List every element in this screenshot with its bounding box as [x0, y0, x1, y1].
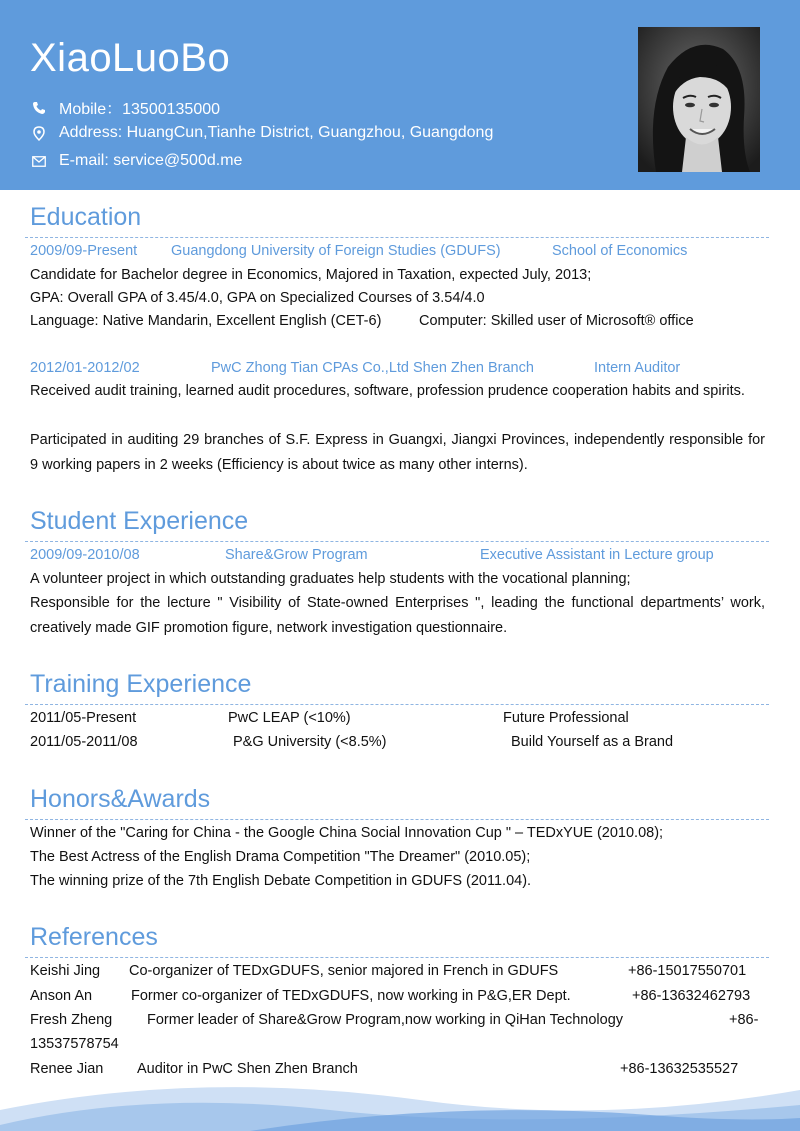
references-heading: References: [30, 923, 158, 951]
reference-name: Keishi Jing: [30, 963, 101, 979]
training-heading: Training Experience: [30, 670, 252, 698]
internship-paragraph-2: Participated in auditing 29 branches of S.F. Express in Guangxi, Jiangxi Provinces, independently responsible for 9 working papers in 2 weeks (Efficiency is about twice as many other interns).: [30, 432, 765, 473]
training-date: 2011/05-2011/08: [30, 734, 138, 750]
education-department: School of Economics: [552, 243, 688, 259]
email-text: E-mail: service@500d.me: [59, 152, 243, 169]
candidate-name: XiaoLuoBo: [30, 36, 231, 80]
training-program: PwC LEAP (<10%): [228, 710, 351, 726]
reference-description: Former co-organizer of TEDxGDUFS, now working in P&G,ER Dept.: [131, 988, 571, 1004]
section-divider: [25, 541, 769, 542]
phone-icon: [30, 99, 48, 117]
reference-phone: +86-13632462793: [632, 988, 751, 1004]
honor-item: The Best Actress of the English Drama Competition "The Dreamer" (2010.05);: [30, 849, 531, 865]
decorative-wave-footer: [0, 1070, 800, 1131]
student-program: Share&Grow Program: [225, 547, 368, 563]
profile-photo: [638, 27, 760, 172]
reference-phone-part-2: 13537578754: [30, 1036, 119, 1052]
section-divider: [25, 237, 769, 238]
contact-address: [30, 124, 493, 142]
reference-phone-part-1: +86-: [729, 1012, 759, 1028]
section-divider: [25, 957, 769, 958]
student-experience-heading: Student Experience: [30, 507, 249, 535]
mobile-text: Mobile：13500135000: [59, 101, 221, 118]
internship-role: Intern Auditor: [594, 360, 681, 376]
honor-item: Winner of the "Caring for China - the Google China Social Innovation Cup " – TEDxYUE (2010.08);: [30, 825, 664, 841]
reference-description: Former leader of Share&Grow Program,now working in QiHan Technology: [147, 1012, 624, 1028]
internship-company: PwC Zhong Tian CPAs Co.,Ltd Shen Zhen Branch: [211, 360, 534, 376]
education-date-1: 2009/09-Present: [30, 243, 138, 259]
location-pin-icon: [30, 124, 48, 142]
reference-name: Renee Jian: [30, 1061, 104, 1077]
reference-name: Fresh Zheng: [30, 1012, 113, 1028]
education-gpa-line: GPA: Overall GPA of 3.45/4.0, GPA on Specialized Courses of 3.54/4.0: [30, 290, 485, 306]
header-banner: [0, 0, 800, 190]
training-description: Build Yourself as a Brand: [511, 734, 674, 750]
education-degree-line: Candidate for Bachelor degree in Economics, Majored in Taxation, expected July, 2013;: [30, 267, 592, 283]
education-heading: Education: [30, 203, 142, 231]
reference-description: Auditor in PwC Shen Zhen Branch: [137, 1061, 358, 1077]
internship-date: 2012/01-2012/02: [30, 360, 140, 376]
student-paragraph-2: Responsible for the lecture " Visibility of State-owned Enterprises ", leading the functional departments’ work, creatively made GIF promotion figure, network investigation questionnaire.: [30, 595, 765, 636]
training-date: 2011/05-Present: [30, 710, 137, 726]
training-program: P&G University (<8.5%): [233, 734, 387, 750]
address-text: Address: HuangCun,Tianhe District, Guangzhou, Guangdong: [59, 124, 494, 141]
contact-mobile: [30, 96, 220, 119]
education-computer: Computer: Skilled user of Microsoft® office: [419, 313, 694, 329]
student-role: Executive Assistant in Lecture group: [480, 547, 714, 563]
reference-phone-continuation: [30, 1036, 119, 1052]
section-divider: [25, 819, 769, 820]
internship-paragraph-1: Received audit training, learned audit procedures, software, profession prudence cooperation habits and spirits.: [30, 383, 745, 399]
reference-phone-wrapped: [729, 1012, 769, 1028]
honors-heading: Honors&Awards: [30, 785, 211, 813]
education-language: Language: Native Mandarin, Excellent English (CET-6): [30, 313, 382, 329]
reference-name: Anson An: [30, 988, 93, 1004]
education-school: Guangdong University of Foreign Studies (GDUFS): [171, 243, 501, 259]
envelope-icon: [30, 152, 48, 170]
reference-phone: +86-13632535527: [620, 1061, 739, 1077]
student-date: 2009/09-2010/08: [30, 547, 140, 563]
contact-email: [30, 152, 242, 170]
reference-phone: +86-15017550701: [628, 963, 747, 979]
section-divider: [25, 704, 769, 705]
honor-item: The winning prize of the 7th English Debate Competition in GDUFS (2011.04).: [30, 873, 532, 889]
student-paragraph-1: A volunteer project in which outstanding graduates help students with the vocational planning;: [30, 571, 631, 587]
reference-description: Co-organizer of TEDxGDUFS, senior majored in French in GDUFS: [129, 963, 559, 979]
training-description: Future Professional: [503, 710, 629, 726]
